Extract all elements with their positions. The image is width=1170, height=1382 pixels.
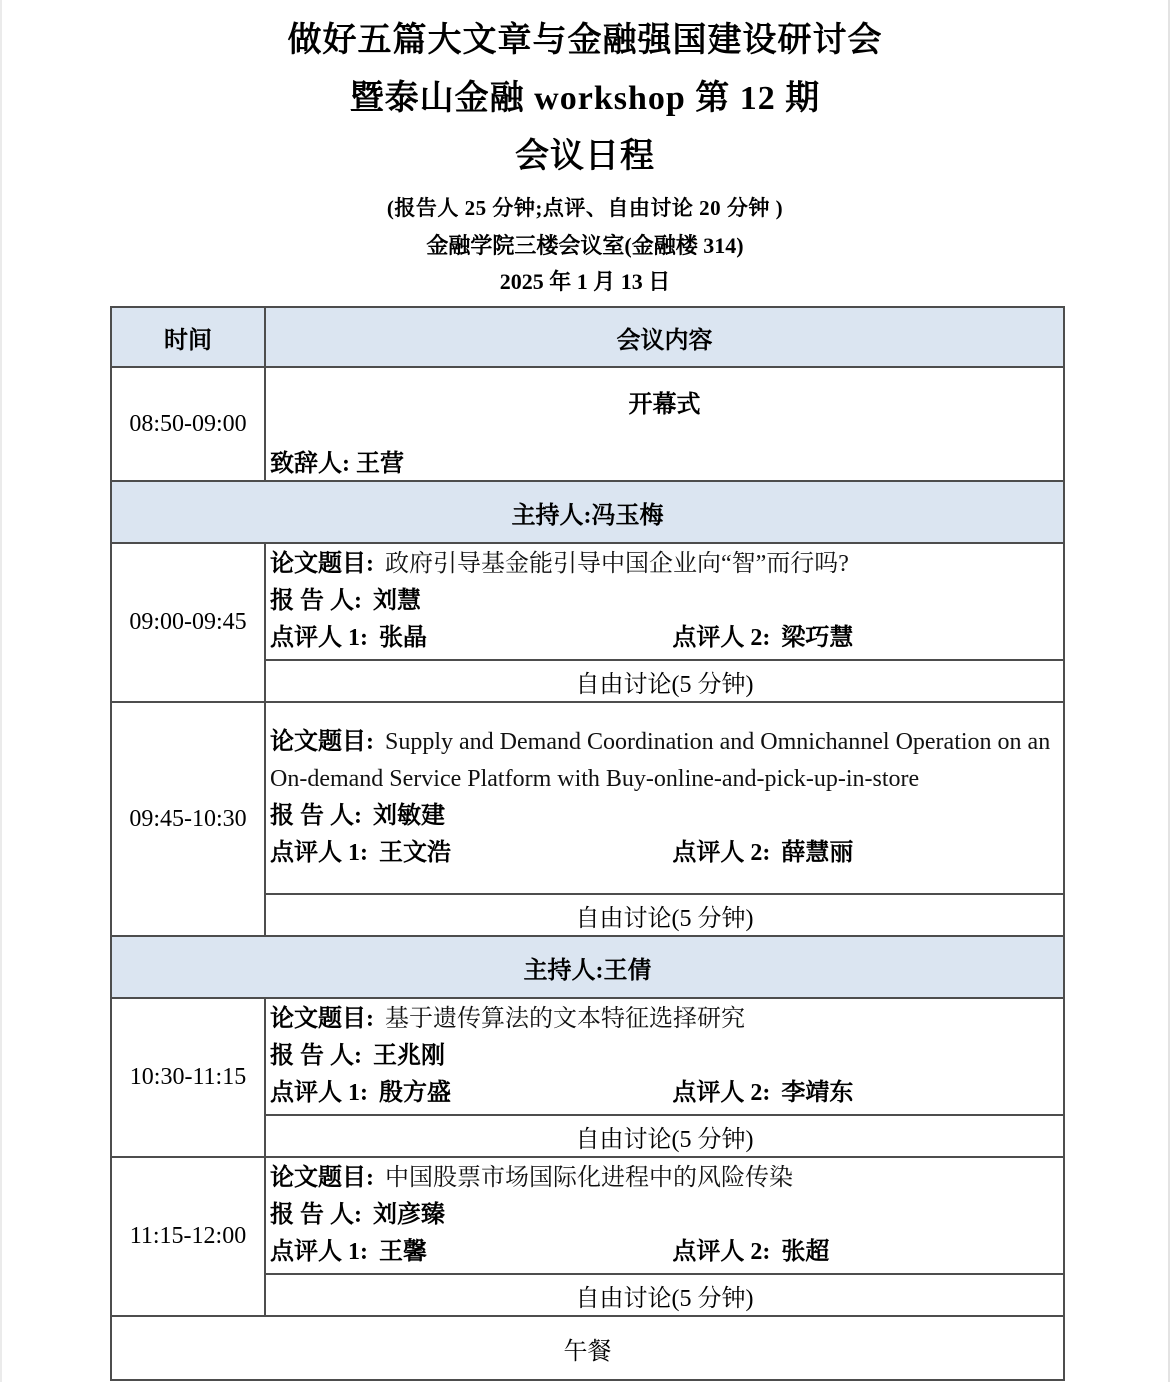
opening-content [265,367,1064,481]
session-1-reviewer1-block [270,620,672,657]
session-2-reviewers-line [270,835,1059,872]
session-4-content [265,1157,1064,1274]
venue-line: 金融学院三楼会议室(金融楼 314) [426,233,744,258]
session-1-reviewers-line [270,620,1059,657]
session-4-reviewers-line [270,1234,1059,1271]
page-title-line3: 会议日程 [515,138,655,175]
session-3-speaker: 王兆刚 [373,1043,445,1069]
session-2-speaker-line [270,798,1059,835]
session-2-paper-line [270,724,1059,798]
session-2-reviewer1: 王文浩 [379,840,451,866]
discussion-1: 自由讨论(5 分钟) [265,660,1064,702]
session-row-1 [111,543,1064,660]
session-4-speaker-line [270,1197,1059,1234]
header-cell-time: 时间 [111,307,265,367]
opening-row [111,367,1064,481]
discussion-2: 自由讨论(5 分钟) [265,894,1064,936]
session-1-reviewer2-block [672,620,1059,657]
session-3-reviewer1: 殷方盛 [379,1080,451,1106]
session-row-2 [111,702,1064,894]
session-1-speaker: 刘慧 [373,588,421,614]
session-3-reviewers-line [270,1075,1059,1112]
session-4-time: 11:15-12:00 [111,1157,265,1316]
session-3-speaker-line [270,1038,1059,1075]
title-block [2,0,1168,296]
speaker-label: 报 告 人: [270,588,362,614]
session-4-reviewer1: 王馨 [379,1239,427,1265]
session-3-paper-title: 基于遗传算法的文本特征选择研究 [385,1006,745,1032]
session-4-paper-line [270,1160,1059,1197]
page-title-line1: 做好五篇大文章与金融强国建设研讨会 [287,22,883,59]
reviewer2-label: 点评人 2: [672,625,771,651]
session-2-speaker: 刘敏建 [373,803,445,829]
session-2-content [265,702,1064,894]
date-line: 2025 年 1 月 13 日 [499,269,671,294]
session-2-reviewer2-block [672,835,1059,872]
session-1-speaker-line [270,583,1059,620]
session-2-reviewer2: 薛慧丽 [781,840,854,866]
session-1-time: 09:00-09:45 [111,543,265,702]
reviewer2-label: 点评人 2: [672,1080,771,1106]
reviewer2-label: 点评人 2: [672,840,771,866]
paper-label: 论文题目: [270,1006,374,1032]
opening-title: 开幕式 [628,392,701,418]
reviewer1-label: 点评人 1: [270,1080,368,1106]
session-row-3 [111,998,1064,1115]
speaker-label: 报 告 人: [270,1202,362,1228]
header-cell-content: 会议内容 [265,307,1064,367]
session-1-reviewer1: 张晶 [379,625,427,651]
session-3-paper-line [270,1001,1059,1038]
session-2-reviewer1-block [270,835,672,872]
reviewer1-label: 点评人 1: [270,840,368,866]
speaker-label: 报 告 人: [270,1043,362,1069]
session-1-paper-title: 政府引导基金能引导中国企业向“智”而行吗? [385,551,849,577]
paper-label: 论文题目: [270,729,374,755]
timing-note: (报告人 25 分钟;点评、自由讨论 20 分钟 ) [386,196,784,220]
lunch-row [111,1316,1064,1380]
opening-greeter: 致辞人: 王营 [270,451,404,477]
session-1-content [265,543,1064,660]
host-row-1 [111,481,1064,543]
host-label-2: 主持人:王倩 [111,936,1064,998]
paper-label: 论文题目: [270,551,374,577]
session-4-reviewer2: 张超 [781,1239,830,1265]
paper-label: 论文题目: [270,1165,374,1191]
session-row-4 [111,1157,1064,1274]
session-3-content [265,998,1064,1115]
session-4-paper-title: 中国股票市场国际化进程中的风险传染 [385,1165,793,1191]
session-4-reviewer1-block [270,1234,672,1271]
page-title-line2: 暨泰山金融 workshop 第 12 期 [349,80,821,117]
session-4-reviewer2-block [672,1234,1059,1271]
agenda-table [110,306,1065,1381]
discussion-4: 自由讨论(5 分钟) [265,1274,1064,1316]
opening-time: 08:50-09:00 [111,367,265,481]
discussion-3: 自由讨论(5 分钟) [265,1115,1064,1157]
host-row-2 [111,936,1064,998]
session-2-paper-title: Supply and Demand Coordination and Omnichannel Operation on an On-demand Service Platform with Buy-online-and-pick-up-in-store [270,729,1051,792]
session-3-reviewer2-block [672,1075,1059,1112]
lunch-label: 午餐 [111,1316,1064,1380]
reviewer2-label: 点评人 2: [672,1239,771,1265]
reviewer1-label: 点评人 1: [270,1239,368,1265]
header-row [111,307,1064,367]
session-2-time: 09:45-10:30 [111,702,265,936]
speaker-label: 报 告 人: [270,803,362,829]
session-3-time: 10:30-11:15 [111,998,265,1157]
host-label-1: 主持人:冯玉梅 [111,481,1064,543]
session-1-reviewer2: 梁巧慧 [781,625,854,651]
session-3-reviewer1-block [270,1075,672,1112]
session-4-speaker: 刘彦臻 [373,1202,445,1228]
session-3-reviewer2: 李靖东 [781,1080,854,1106]
reviewer1-label: 点评人 1: [270,625,368,651]
session-1-paper-line [270,546,1059,583]
